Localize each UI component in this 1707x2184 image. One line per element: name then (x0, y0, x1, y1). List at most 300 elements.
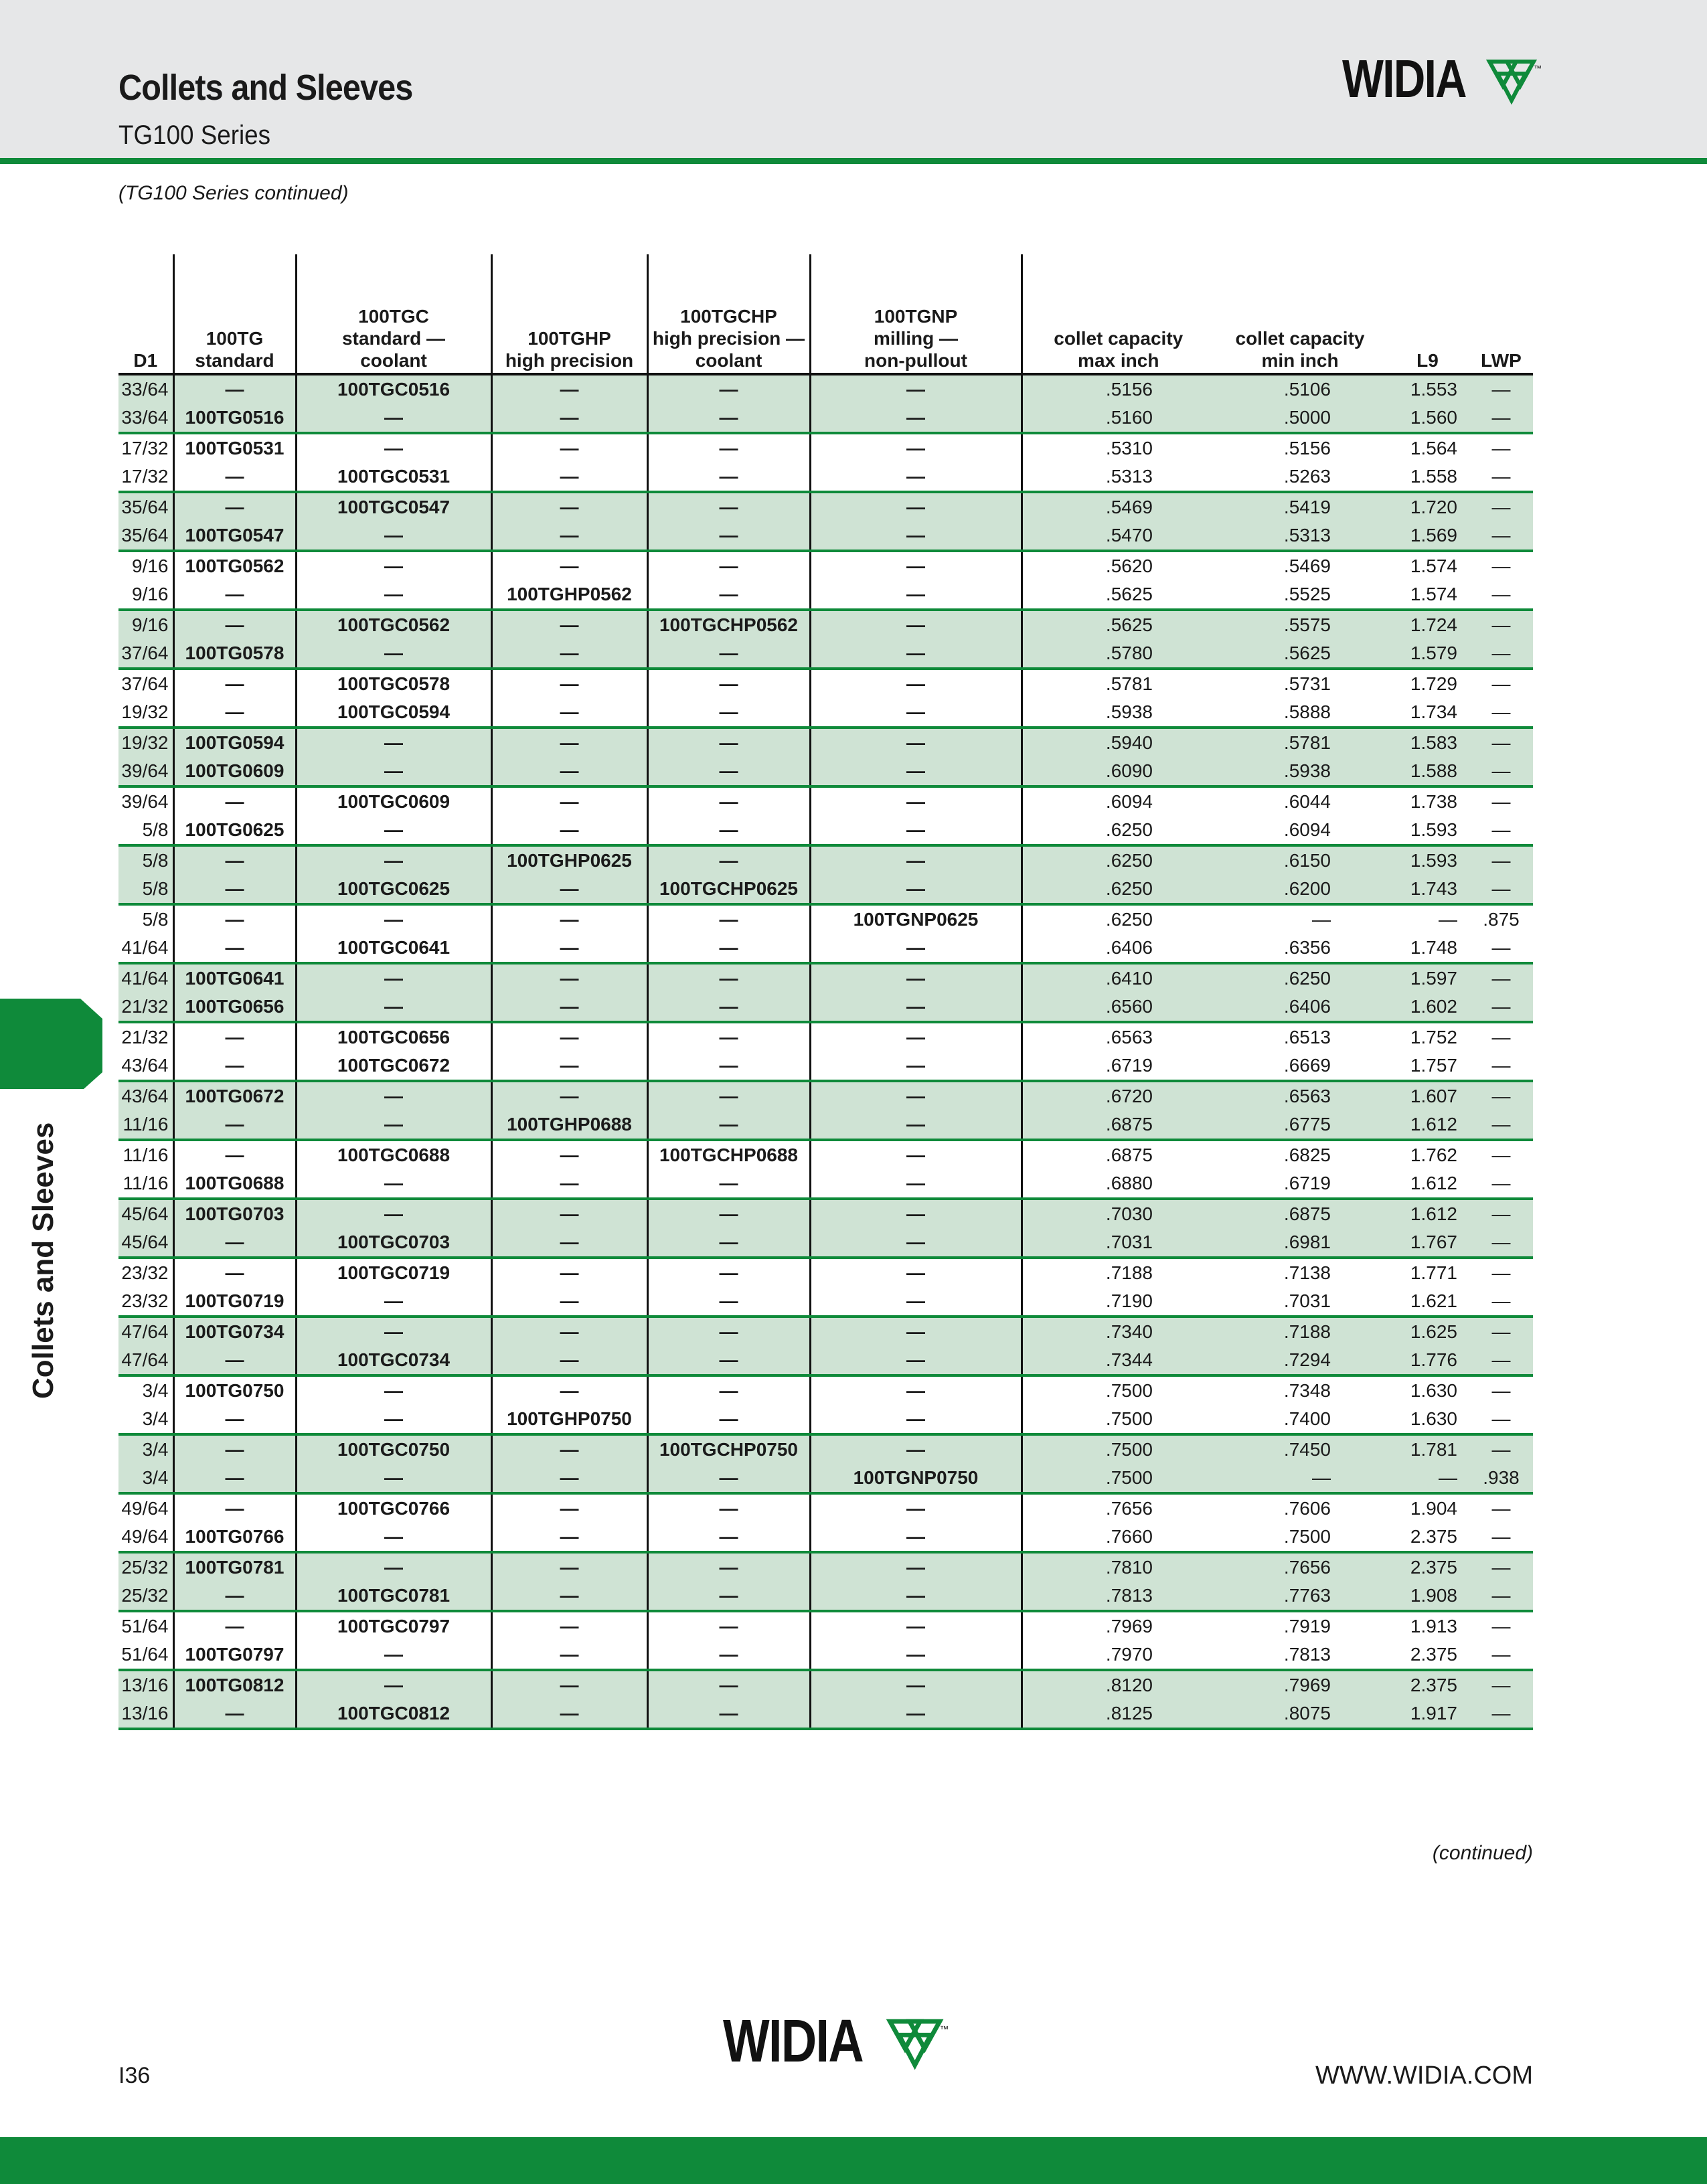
cell-milling: 100TGNP0750 (810, 1464, 1022, 1493)
table-row (118, 580, 1533, 610)
cell-high-precision: — (491, 1523, 647, 1552)
continued-note-top: (TG100 Series continued) (118, 182, 349, 204)
cell-standard: — (173, 492, 296, 521)
cell-d1: 41/64 (118, 963, 173, 993)
cell-hp-coolant: 100TGCHP0750 (647, 1434, 810, 1464)
table-row (118, 1611, 1533, 1641)
cell-d1: 35/64 (118, 521, 173, 551)
cell-milling: — (810, 1258, 1022, 1287)
cell-lwp: — (1469, 875, 1533, 904)
cell-milling: — (810, 1611, 1022, 1641)
cell-lwp: — (1491, 937, 1511, 958)
cell-d1: 37/64 (118, 639, 173, 669)
cell-d1: 43/64 (118, 1081, 173, 1110)
cell-coolant: — (296, 728, 491, 757)
cell-d1: 33/64 (118, 404, 173, 433)
cell-l9: 1.569 (1386, 521, 1469, 551)
cell-cap-min: .7500 (1283, 1526, 1331, 1547)
cell-l9: 1.908 (1386, 1582, 1469, 1611)
cell-lwp: — (1469, 374, 1533, 404)
cell-high-precision: — (491, 1611, 647, 1641)
cell-standard: — (173, 1110, 296, 1140)
cell-milling: — (810, 934, 1022, 963)
cell-milling: — (810, 1493, 1022, 1523)
cell-cap-max: .5938 (1105, 701, 1153, 722)
cell-hp-coolant: — (647, 404, 810, 433)
cell-cap-max: .6094 (1022, 786, 1214, 816)
header-line: 100TGHP (527, 328, 611, 349)
cell-standard: 100TG0766 (173, 1523, 296, 1552)
cell-cap-min: .6150 (1214, 845, 1386, 875)
cell-l9: 1.752 (1386, 1022, 1469, 1052)
table-row (118, 875, 1533, 904)
cell-standard: — (173, 1258, 296, 1287)
cell-high-precision: — (491, 1052, 647, 1081)
cell-high-precision: — (491, 610, 647, 639)
cell-cap-max: .7344 (1022, 1346, 1214, 1375)
cell-lwp: — (1469, 1582, 1533, 1611)
table-header-row (118, 254, 1533, 374)
cell-standard: 100TG0641 (173, 963, 296, 993)
cell-lwp: — (1491, 819, 1511, 840)
header-line: LWP (1481, 350, 1522, 371)
cell-cap-max: .5310 (1022, 433, 1214, 463)
cell-high-precision: — (491, 698, 647, 728)
cell-cap-min: .7348 (1214, 1375, 1386, 1405)
cell-cap-max: .5781 (1022, 669, 1214, 698)
cell-d1: 5/8 (118, 816, 173, 845)
header-lwp (1469, 254, 1533, 374)
cell-cap-min: .6563 (1214, 1081, 1386, 1110)
cell-coolant: 100TGC0703 (296, 1228, 491, 1258)
table-row (118, 669, 1533, 698)
cell-lwp: — (1469, 1022, 1533, 1052)
cell-d1: 5/8 (118, 875, 173, 904)
cell-l9: 1.720 (1386, 492, 1469, 521)
cell-standard: 100TG0750 (173, 1375, 296, 1405)
cell-cap-max: .5625 (1022, 610, 1214, 639)
cell-high-precision: — (491, 639, 647, 669)
cell-cap-min: .5156 (1214, 433, 1386, 463)
cell-lwp: — (1469, 1699, 1533, 1729)
cell-cap-min: .5469 (1214, 551, 1386, 580)
cell-l9: 1.612 (1386, 1110, 1469, 1140)
cell-l9: 1.583 (1386, 728, 1469, 757)
cell-standard: — (173, 669, 296, 698)
cell-cap-max: .7656 (1022, 1493, 1214, 1523)
cell-cap-min: .6775 (1214, 1110, 1386, 1140)
cell-coolant: 100TGC0797 (296, 1611, 491, 1641)
cell-milling: — (810, 1670, 1022, 1699)
cell-cap-min: .6669 (1283, 1055, 1331, 1076)
cell-lwp: — (1491, 466, 1511, 487)
cell-lwp: — (1469, 757, 1533, 786)
header-line: milling — (874, 328, 958, 349)
cell-high-precision: — (491, 993, 647, 1022)
cell-milling: — (810, 963, 1022, 993)
cell-lwp: .875 (1469, 904, 1533, 934)
cell-cap-max: .6875 (1022, 1140, 1214, 1169)
cell-lwp: — (1469, 1552, 1533, 1582)
cell-high-precision: — (491, 521, 647, 551)
cell-standard: 100TG0656 (173, 993, 296, 1022)
cell-milling: — (810, 786, 1022, 816)
cell-d1: 13/16 (118, 1670, 173, 1699)
cell-standard: 100TG0547 (173, 521, 296, 551)
cell-standard: 100TG0703 (173, 1199, 296, 1228)
cell-d1: 39/64 (118, 757, 173, 786)
cell-cap-max: .6880 (1105, 1173, 1153, 1193)
cell-hp-coolant: — (647, 1552, 810, 1582)
cell-l9: 1.757 (1410, 1055, 1457, 1076)
cell-milling: — (810, 1081, 1022, 1110)
footer-logo-wordmark: WIDIA (723, 2008, 864, 2075)
cell-l9: 1.781 (1386, 1434, 1469, 1464)
cell-high-precision: — (491, 1199, 647, 1228)
cell-high-precision: — (491, 1140, 647, 1169)
cell-d1: 45/64 (118, 1199, 173, 1228)
cell-cap-max: .7660 (1105, 1526, 1153, 1547)
cell-hp-coolant: — (647, 1081, 810, 1110)
cell-milling: — (810, 993, 1022, 1022)
table-row (118, 1228, 1533, 1258)
cell-milling: — (810, 1140, 1022, 1169)
table-row (118, 1493, 1533, 1523)
cell-d1: 11/16 (118, 1110, 173, 1140)
cell-d1: 45/64 (118, 1228, 173, 1258)
table-row (118, 1670, 1533, 1699)
footer-url: WWW.WIDIA.COM (1315, 2062, 1533, 2090)
cell-standard: 100TG0781 (173, 1552, 296, 1582)
cell-cap-min: .6513 (1214, 1022, 1386, 1052)
table-row (118, 492, 1533, 521)
cell-l9: 1.738 (1386, 786, 1469, 816)
cell-d1: 41/64 (118, 934, 173, 963)
cell-milling: — (810, 1434, 1022, 1464)
cell-d1: 9/16 (118, 610, 173, 639)
cell-cap-max: .5620 (1022, 551, 1214, 580)
cell-lwp: — (1469, 963, 1533, 993)
cell-cap-min: .7400 (1283, 1408, 1331, 1429)
cell-hp-coolant: — (647, 551, 810, 580)
cell-l9: 1.612 (1386, 1199, 1469, 1228)
cell-lwp: — (1469, 1258, 1533, 1287)
cell-milling: 100TGNP0625 (810, 904, 1022, 934)
cell-coolant: — (296, 1375, 491, 1405)
cell-high-precision: 100TGHP0562 (491, 580, 647, 610)
cell-l9: 1.612 (1410, 1173, 1457, 1193)
cell-l9: 2.375 (1386, 1670, 1469, 1699)
cell-l9: 1.904 (1386, 1493, 1469, 1523)
cell-lwp: — (1469, 492, 1533, 521)
cell-coolant: — (296, 1081, 491, 1110)
footer-widia-triangle-icon (887, 2018, 947, 2072)
cell-cap-max: .5470 (1022, 521, 1214, 551)
table-row (118, 1552, 1533, 1582)
cell-d1: 21/32 (118, 1022, 173, 1052)
cell-high-precision: — (491, 963, 647, 993)
cell-hp-coolant: — (647, 904, 810, 934)
cell-coolant: 100TGC0547 (296, 492, 491, 521)
cell-hp-coolant: — (647, 1052, 810, 1081)
cell-cap-min: .7813 (1283, 1644, 1331, 1665)
cell-l9: 1.729 (1386, 669, 1469, 698)
cell-milling: — (810, 374, 1022, 404)
header-line: standard — (341, 328, 446, 349)
cell-milling: — (810, 1699, 1022, 1729)
cell-hp-coolant: — (647, 934, 810, 963)
cell-lwp: — (1469, 845, 1533, 875)
cell-standard: — (173, 1611, 296, 1641)
cell-lwp: — (1491, 701, 1511, 722)
cell-cap-max: .8125 (1022, 1699, 1214, 1729)
cell-l9: 1.625 (1386, 1317, 1469, 1346)
cell-standard: 100TG0609 (173, 757, 296, 786)
cell-high-precision: — (491, 1434, 647, 1464)
cell-coolant: 100TGC0609 (296, 786, 491, 816)
cell-l9: — (1386, 1464, 1469, 1493)
cell-coolant: — (296, 1523, 491, 1552)
cell-milling: — (810, 1052, 1022, 1081)
cell-cap-max: .6719 (1105, 1055, 1153, 1076)
cell-cap-max: .5313 (1105, 466, 1153, 487)
cell-hp-coolant: — (647, 1199, 810, 1228)
cell-milling: — (810, 404, 1022, 433)
header-line: max inch (1078, 350, 1159, 371)
cell-high-precision: 100TGHP0625 (491, 845, 647, 875)
cell-hp-coolant: — (647, 1375, 810, 1405)
cell-l9: 1.593 (1410, 819, 1457, 840)
cell-lwp: — (1469, 521, 1533, 551)
cell-d1: 25/32 (118, 1582, 173, 1611)
cell-milling: — (810, 1523, 1022, 1552)
trademark: ™ (1533, 64, 1542, 73)
cell-high-precision: — (491, 1641, 647, 1670)
cell-milling: — (810, 610, 1022, 639)
cell-l9: 2.375 (1410, 1526, 1457, 1547)
cell-hp-coolant: — (647, 492, 810, 521)
cell-d1: 19/32 (118, 728, 173, 757)
cell-hp-coolant: — (647, 1611, 810, 1641)
cell-cap-min: .6356 (1283, 937, 1331, 958)
cell-cap-min: .5313 (1214, 521, 1386, 551)
cell-cap-min: .5781 (1214, 728, 1386, 757)
cell-lwp: — (1469, 1140, 1533, 1169)
cell-cap-max: .7340 (1022, 1317, 1214, 1346)
cell-hp-coolant: — (647, 1523, 810, 1552)
cell-d1: 43/64 (118, 1052, 173, 1081)
cell-cap-max: .7500 (1022, 1375, 1214, 1405)
table-row (118, 1052, 1533, 1081)
cell-hp-coolant: — (647, 1287, 810, 1317)
cell-hp-coolant: — (647, 963, 810, 993)
header-d1 (118, 254, 173, 374)
cell-hp-coolant: — (647, 1110, 810, 1140)
cell-d1: 13/16 (118, 1699, 173, 1729)
cell-high-precision: — (491, 904, 647, 934)
cell-cap-max: .6406 (1105, 937, 1153, 958)
cell-lwp: — (1469, 1375, 1533, 1405)
cell-standard: — (173, 1699, 296, 1729)
table-row (118, 1169, 1533, 1199)
cell-cap-min: .6200 (1214, 875, 1386, 904)
cell-cap-min: .7763 (1214, 1582, 1386, 1611)
cell-l9: 2.375 (1410, 1644, 1457, 1665)
cell-standard: 100TG0734 (173, 1317, 296, 1346)
cell-cap-max: .6720 (1022, 1081, 1214, 1110)
cell-cap-min: — (1214, 1464, 1386, 1493)
header-line: standard (195, 350, 274, 371)
table-row (118, 1641, 1533, 1670)
cell-milling: — (810, 757, 1022, 786)
header-line: D1 (133, 350, 158, 371)
cell-l9: 2.375 (1386, 1552, 1469, 1582)
cell-d1: 3/4 (118, 1405, 173, 1434)
table-row (118, 463, 1533, 492)
cell-coolant: — (296, 816, 491, 845)
table-row (118, 374, 1533, 404)
table-row (118, 816, 1533, 845)
cell-cap-max: .6410 (1022, 963, 1214, 993)
cell-lwp: — (1469, 1110, 1533, 1140)
cell-standard: — (173, 1052, 296, 1081)
cell-d1: 11/16 (118, 1169, 173, 1199)
cell-lwp: — (1469, 669, 1533, 698)
cell-coolant: 100TGC0672 (296, 1052, 491, 1081)
cell-high-precision: — (491, 1022, 647, 1052)
cell-hp-coolant: — (647, 1228, 810, 1258)
cell-coolant: 100TGC0656 (296, 1022, 491, 1052)
table-row (118, 845, 1533, 875)
header-cap-max (1022, 254, 1214, 374)
cell-hp-coolant: — (647, 1699, 810, 1729)
cell-milling: — (810, 728, 1022, 757)
cell-coolant: 100TGC0516 (296, 374, 491, 404)
cell-cap-min: .6044 (1214, 786, 1386, 816)
cell-high-precision: — (491, 1346, 647, 1375)
cell-cap-min: .5106 (1214, 374, 1386, 404)
cell-milling: — (810, 433, 1022, 463)
cell-cap-min: .5888 (1283, 701, 1331, 722)
cell-hp-coolant: 100TGCHP0625 (647, 875, 810, 904)
widia-triangle-icon (1487, 59, 1540, 106)
header-cap-min (1214, 254, 1386, 374)
cell-coolant: 100TGC0750 (296, 1434, 491, 1464)
cell-cap-min: .7450 (1214, 1434, 1386, 1464)
cell-d1: 5/8 (118, 845, 173, 875)
cell-cap-max: .5156 (1022, 374, 1214, 404)
cell-lwp: — (1469, 1611, 1533, 1641)
cell-high-precision: — (491, 875, 647, 904)
cell-high-precision: — (491, 1317, 647, 1346)
cell-high-precision: — (491, 1699, 647, 1729)
cell-d1: 5/8 (118, 904, 173, 934)
cell-lwp: — (1469, 433, 1533, 463)
table-row (118, 1140, 1533, 1169)
cell-coolant: — (296, 580, 491, 610)
cell-milling: — (810, 875, 1022, 904)
cell-coolant: — (296, 1552, 491, 1582)
cell-milling: — (810, 1346, 1022, 1375)
cell-hp-coolant: — (647, 1464, 810, 1493)
table-row (118, 521, 1533, 551)
cell-d1: 39/64 (118, 786, 173, 816)
cell-high-precision: — (491, 1258, 647, 1287)
cell-lwp: — (1491, 1173, 1511, 1193)
cell-l9: 1.734 (1410, 701, 1457, 722)
cell-standard: — (173, 786, 296, 816)
cell-hp-coolant: — (647, 1582, 810, 1611)
cell-l9: 1.621 (1410, 1290, 1457, 1311)
cell-lwp: — (1469, 1317, 1533, 1346)
cell-d1: 51/64 (118, 1641, 173, 1670)
cell-high-precision: — (491, 404, 647, 433)
header-milling (810, 254, 1022, 374)
cell-high-precision: — (491, 786, 647, 816)
cell-standard: — (173, 1582, 296, 1611)
cell-l9: 1.588 (1386, 757, 1469, 786)
cell-d1: 9/16 (118, 580, 173, 610)
cell-standard: 100TG0516 (173, 404, 296, 433)
table-row (118, 728, 1533, 757)
table-row (118, 551, 1533, 580)
cell-standard: 100TG0625 (173, 816, 296, 845)
cell-standard: — (173, 1140, 296, 1169)
cell-coolant: 100TGC0562 (296, 610, 491, 639)
cell-milling: — (810, 845, 1022, 875)
cell-cap-min: .8075 (1214, 1699, 1386, 1729)
cell-l9: 1.630 (1410, 1408, 1457, 1429)
page-subtitle: TG100 Series (118, 120, 271, 150)
cell-high-precision: — (491, 1228, 647, 1258)
cell-coolant: — (296, 1199, 491, 1228)
cell-l9: 1.630 (1386, 1375, 1469, 1405)
cell-milling: — (810, 551, 1022, 580)
cell-l9: 1.597 (1386, 963, 1469, 993)
cell-d1: 23/32 (118, 1258, 173, 1287)
cell-l9: 1.743 (1386, 875, 1469, 904)
cell-hp-coolant: — (647, 786, 810, 816)
table-row (118, 1199, 1533, 1228)
cell-cap-min: .7969 (1214, 1670, 1386, 1699)
header-standard (173, 254, 296, 374)
cell-standard: 100TG0562 (173, 551, 296, 580)
cell-hp-coolant: — (647, 757, 810, 786)
cell-l9: 1.593 (1386, 845, 1469, 875)
table-row (118, 934, 1533, 963)
cell-milling: — (810, 698, 1022, 728)
cell-d1: 11/16 (118, 1140, 173, 1169)
table-row (118, 404, 1533, 433)
cell-lwp: — (1491, 1055, 1511, 1076)
cell-coolant: — (296, 433, 491, 463)
cell-coolant: 100TGC0812 (296, 1699, 491, 1729)
cell-hp-coolant: — (647, 728, 810, 757)
cell-d1: 3/4 (118, 1434, 173, 1464)
cell-coolant: — (296, 1641, 491, 1670)
cell-l9: 1.724 (1386, 610, 1469, 639)
cell-cap-max: .7500 (1105, 1408, 1153, 1429)
cell-standard: — (173, 1464, 296, 1493)
cell-cap-max: .6563 (1022, 1022, 1214, 1052)
cell-hp-coolant: — (647, 1169, 810, 1199)
cell-hp-coolant: — (647, 521, 810, 551)
table-row (118, 1022, 1533, 1052)
cell-coolant: 100TGC0625 (296, 875, 491, 904)
cell-hp-coolant: — (647, 1405, 810, 1434)
cell-coolant: — (296, 551, 491, 580)
cell-coolant: 100TGC0766 (296, 1493, 491, 1523)
